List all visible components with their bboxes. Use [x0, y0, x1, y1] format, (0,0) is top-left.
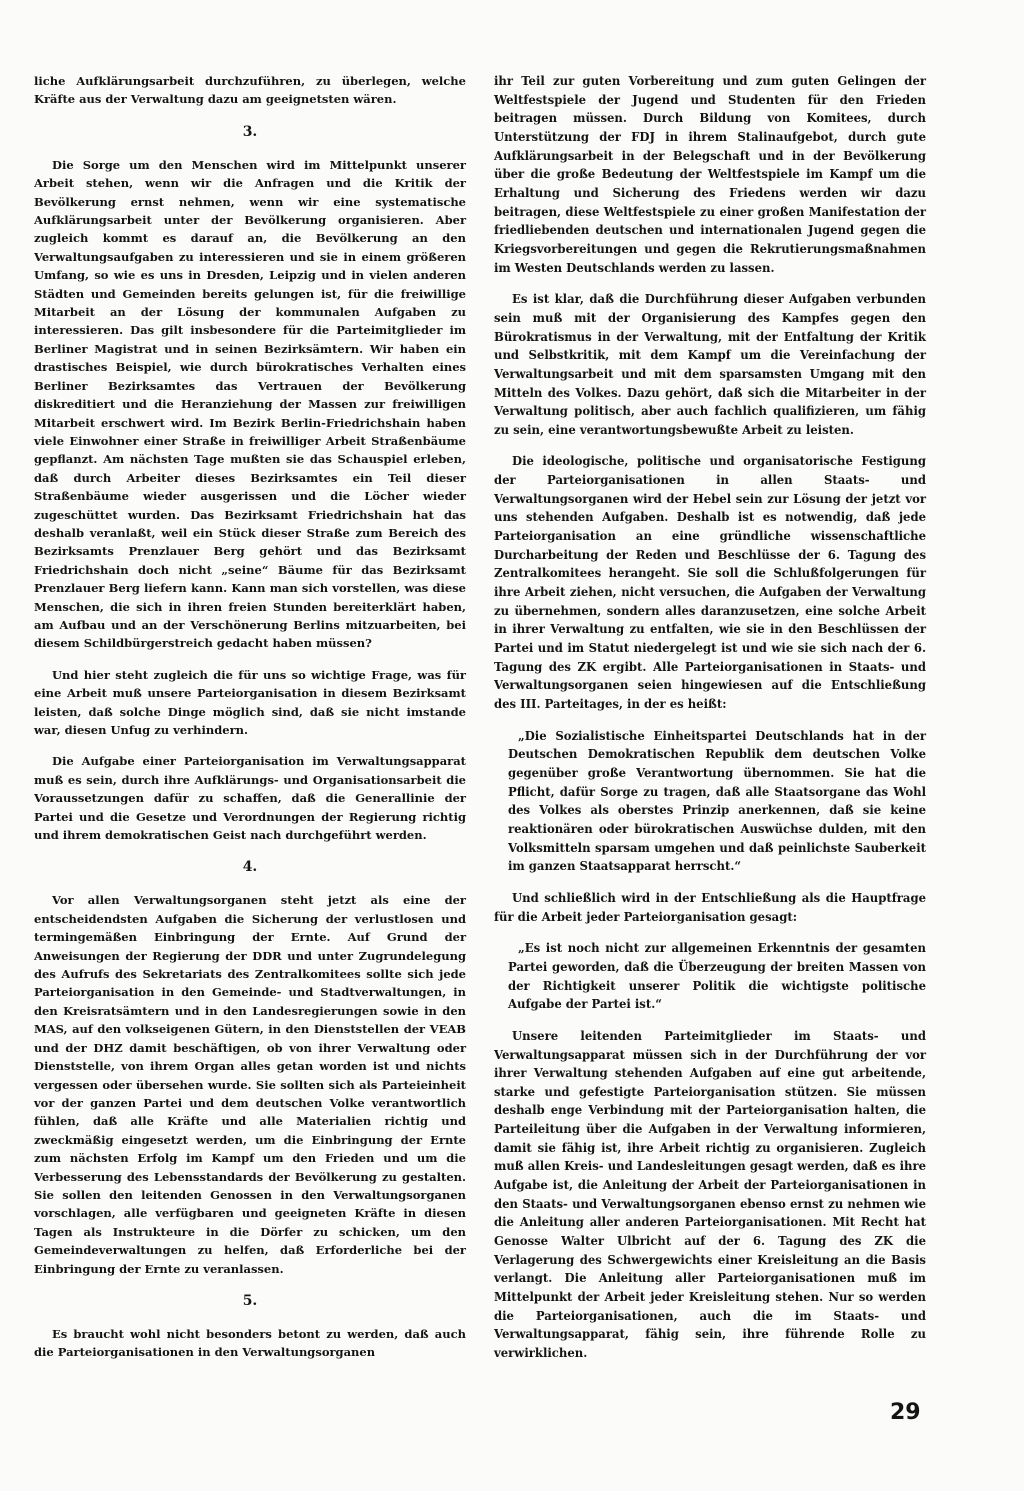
section-heading-3: 3. — [242, 123, 258, 140]
section-heading-5: 5. — [242, 1292, 258, 1309]
section-heading-4: 4. — [242, 859, 258, 876]
paragraph: Die ideologische, politische und organisatorische Festigung der Parteiorganisationen in allen Staats- und Verwaltungsorganen wird der Hebel sein zur Lösung der jetzt vor uns stehenden Aufgaben. Deshalb ist es notwendig, daß jede Parteiorganisation an eine gründliche wissenschaftliche Durcharbeitung der Reden und Beschlüsse der 6. Tagung des Zentralkomitees herangeht. Sie soll die Schlußfolgerungen für ihre Arbeit ziehen, nicht versuchen, die Aufgaben der Verwaltung zu übernehmen, sondern alles daranzusetzen, eine solche Arbeit in ihrer Verwaltung zu entfalten, wie sie in den Beschlüssen der Partei und im Statut niedergelegt ist und wie sie sich nach der 6. Tagung des ZK ergibt. Alle Parteiorganisationen in Staats- und Verwaltungsorganen seien hingewiesen auf die Entschließung des III. Parteitages, in der es heißt: — [494, 454, 926, 711]
paragraph: Unsere leitenden Parteimitglieder im Staats- und Verwaltungsapparat müssen sich in der Durchführung der vor ihrer Verwaltung stehenden Aufgaben auf eine gut arbeitende, starke und gefestigte Parteiorganisation stützen. Sie müssen deshalb enge Verbindung mit der Parteiorganisation halten, die Parteileitung über die Aufgaben in der Verwaltung informieren, damit sie fähig ist, ihre Arbeit richtig zu organisieren. Zugleich muß allen Kreis- und Landesleitungen gesagt werden, daß es ihre Aufgabe ist, die Anleitung der Arbeit der Parteiorganisationen in den Staats- und Verwaltungsorganen ebenso ernst zu nehmen wie die Anleitung aller anderen Parteiorganisationen. Mit Recht hat Genosse Walter Ulbricht auf der 6. Tagung des ZK die Verlagerung des Schwergewichts einer Kreisleitung an die Basis verlangt. Die Anleitung aller Parteiorganisationen muß im Mittelpunkt der Arbeit jeder Kreisleitung stehen. Nur so werden die Parteiorganisationen, auch die im Staats- und Verwaltungsapparat, fähig sein, ihre führende Rolle zu verwirklichen. — [494, 1028, 926, 1360]
paragraph: Es ist klar, daß die Durchführung dieser Aufgaben verbunden sein muß mit der Organisierung des Kampfes gegen den Bürokratismus in der Verwaltung, mit der Entfaltung der Kritik und Selbstkritik, mit dem Kampf um die Vereinfachung der Verwaltungsarbeit und mit dem sparsamsten Umgang mit den Mitteln des Volkes. Dazu gehört, daß sich die Mitarbeiter in der Verwaltung politisch, aber auch fachlich qualifizieren, um fähig zu sein, eine verantwortungsbewußte Arbeit zu leisten. — [494, 292, 926, 437]
block-quote: „Die Sozialistische Einheitspartei Deutschlands hat in der Deutschen Demokratischen Republik dem deutschen Volke gegenüber große Verantwortung übernommen. Sie hat die Pflicht, dafür Sorge zu tragen, daß alle Staatsorgane das Wohl des Volkes als oberstes Prinzip anerkennen, daß sie keine reaktionären oder bürokratischen Auswüchse dulden, mit den Volksmitteln sparsam umgehen und daß peinlichste Sauberkeit im ganzen Staatsapparat herrscht.“ — [508, 728, 926, 874]
paragraph-continuation: liche Aufklärungsarbeit durchzuführen, zu überlegen, welche Kräfte aus der Verwaltung dazu am geeignetsten wären. — [34, 74, 466, 107]
right-column — [494, 72, 926, 1376]
paragraph: Und hier steht zugleich die für uns so wichtige Frage, was für eine Arbeit muß unsere Parteiorganisation in diesem Bezirksamt leisten, daß solche Dinge möglich sind, daß sie nicht imstande war, diesen Unfug zu verhindern. — [34, 667, 466, 737]
paragraph: Vor allen Verwaltungsorganen steht jetzt als eine der entscheidendsten Aufgaben die Sicherung der verlustlosen und termingemäßen Einbringung der Ernte. Auf Grund der Anweisungen der Regierung der DDR und unter Zugrundelegung des Aufrufs des Sekretariats des Zentralkomitees sollte sich jede Parteiorganisation in den Gemeinde- und Stadtverwaltungen, in den Kreisratsämtern und in den Landesregierungen sowie in den MAS, auf den volkseigenen Gütern, in den Dienststellen der VEAB und der DHZ damit beschäftigen, ob von ihrer Verwaltung oder Dienststelle, von ihrem Organ alles getan worden ist und nichts vergessen oder übersehen wurde. Sie sollten sich als Parteieinheit vor der ganzen Partei und dem deutschen Volke verantwortlich fühlen, daß alle Kräfte und alle Materialien richtig und zweckmäßig eingesetzt werden, um die Einbringung der Ernte zum nächsten Erfolg im Kampf um den Frieden und um die Verbesserung des Lebensstandards der Bevölkerung zu gestalten. Sie sollen den leitenden Genossen in den Verwaltungsorganen vorschlagen, alle verfügbaren und geeigneten Kräfte in diesen Tagen als Instrukteure in die Dörfer zu schicken, um den Gemeindeverwaltungen zu helfen, daß Erforderliche bei der Einbringung der Ernte zu veranlassen. — [34, 893, 466, 1276]
paragraph: Und schließlich wird in der Entschließung als die Hauptfrage für die Arbeit jeder Parteiorganisation gesagt: — [494, 890, 926, 924]
block-quote: „Es ist noch nicht zur allgemeinen Erkenntnis der gesamten Partei geworden, daß die Überzeugung der breiten Massen von der Richtigkeit unserer Politik die wichtigste politische Aufgabe der Partei ist.“ — [508, 941, 926, 1012]
page-number: 29 — [890, 1400, 921, 1425]
paragraph: Die Aufgabe einer Parteiorganisation im Verwaltungsapparat muß es sein, durch ihre Aufklärungs- und Organisationsarbeit die Voraussetzungen dafür zu schaffen, daß die Generallinie der Partei und die Gesetze und Verordnungen der Regierung richtig und ihrem demokratischen Geist nach durchgeführt werden. — [34, 754, 466, 843]
paragraph: Es braucht wohl nicht besonders betont zu werden, daß auch die Parteiorganisationen in den Verwaltungsorganen — [34, 1326, 466, 1360]
paragraph-continuation: ihr Teil zur guten Vorbereitung und zum guten Gelingen der Weltfestspiele der Jugend und Studenten für den Frieden beitragen müssen. Durch Bildung von Komitees, durch Unterstützung der FDJ in ihrem Stalinaufgebot, durch gute Aufklärungsarbeit in der Belegschaft und in der Bevölkerung über die große Bedeutung der Weltfestspiele im Kampf um die Erhaltung und Sicherung des Friedens werden wir dazu beitragen, diese Weltfestspiele zu einer großen Manifestation der friedliebenden deutschen und internationalen Jugend gegen die Kriegsvorbereitungen und gegen die Rekrutierungsmaßnahmen im Westen Deutschlands werden zu lassen. — [494, 74, 926, 275]
left-column — [34, 72, 466, 1375]
paragraph: Die Sorge um den Menschen wird im Mittelpunkt unserer Arbeit stehen, wenn wir die Anfragen und die Kritik der Bevölkerung ernst nehmen, wenn wir eine systematische Aufklärungsarbeit unter der Bevölkerung organisieren. Aber zugleich kommt es darauf an, die Bevölkerung an den Verwaltungsaufgaben zu interessieren und sie in einem größeren Umfang, so wie es uns in Dresden, Leipzig und in vielen anderen Städten und Gemeinden bereits gelungen ist, für die freiwillige Mitarbeit an der Lösung der kommunalen Aufgaben zu interessieren. Das gilt insbesondere für die Parteimitglieder im Berliner Magistrat und in seinen Bezirksämtern. Wir haben ein drastisches Beispiel, wie durch bürokratisches Verhalten eines Berliner Bezirksamtes das Vertrauen der Bevölkerung diskreditiert und die Heranziehung der Massen zur freiwilligen Mitarbeit erschwert wird. Im Bezirk Berlin-Friedrichshain haben viele Einwohner einer Straße in freiwilliger Arbeit Straßenbäume gepflanzt. Am nächsten Tage mußten sie das Schauspiel erleben, daß durch Arbeiter dieses Bezirksamtes ein Teil dieser Straßenbäume wieder ausgerissen und die Löcher wieder zugeschüttet wurden. Das Bezirksamt Friedrichshain hat das deshalb veranlaßt, weil ein Stück dieser Straße zum Bereich des Bezirksamts Prenzlauer Berg gehört und das Bezirksamt Friedrichshain doch nicht „seine“ Bäume für das Bezirksamt Prenzlauer Berg liefern kann. Kann man sich vorstellen, was diese Menschen, die sich in ihren freien Stunden bereiterklärt haben, am Aufbau und an der Verschönerung Berlins mitzuarbeiten, bei diesem Schildbürgerstreich gedacht haben müssen? — [34, 157, 466, 651]
